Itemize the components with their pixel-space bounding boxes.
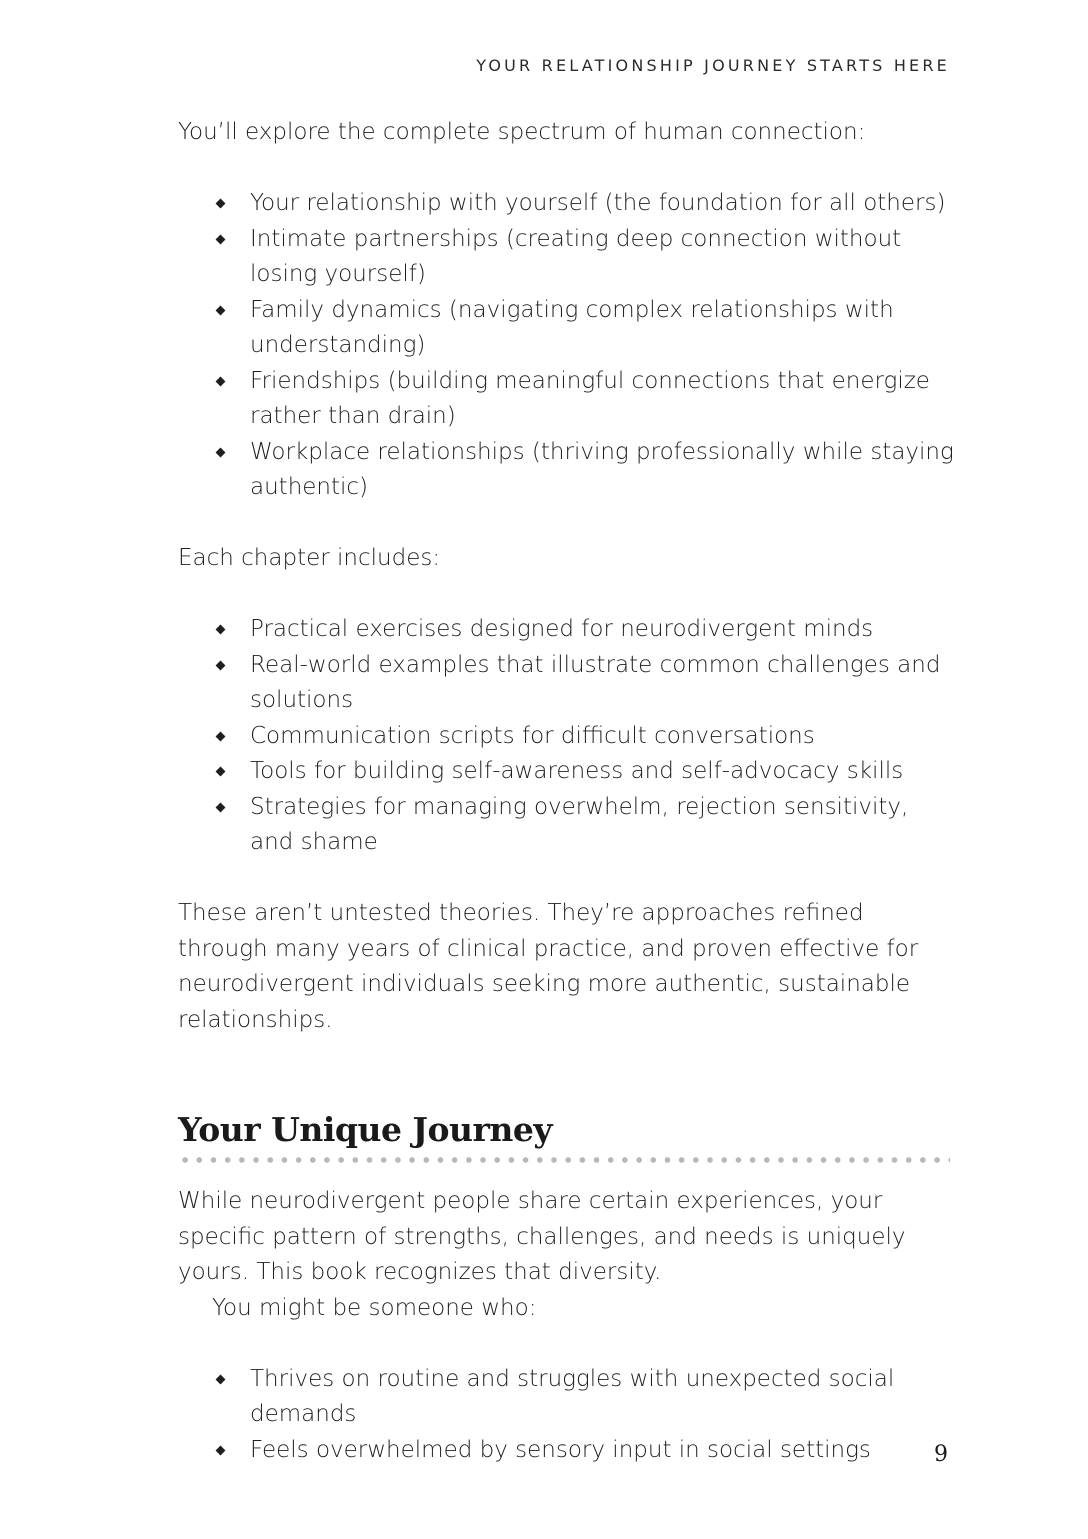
list-item: Practical exercises designed for neurodivergent minds bbox=[250, 612, 958, 648]
list-item: Real-world examples that illustrate common challenges and solutions bbox=[250, 648, 958, 719]
diamond-bullet-icon bbox=[216, 731, 226, 741]
section-heading: Your Unique Journey bbox=[178, 1110, 553, 1149]
approaches-paragraph: These aren’t untested theories. They’re approaches refined through many years of clinical practice, and proven effective for neurodivergent individuals seeking more authentic, sustainable relationships. bbox=[178, 900, 919, 1033]
running-head: YOUR RELATIONSHIP JOURNEY STARTS HERE bbox=[476, 56, 950, 75]
chapter-list bbox=[178, 612, 958, 861]
diamond-bullet-icon bbox=[216, 234, 226, 244]
diamond-bullet-icon bbox=[216, 376, 226, 386]
diamond-bullet-icon bbox=[216, 447, 226, 457]
section-heading-block bbox=[178, 1108, 958, 1164]
list-item: Feels overwhelmed by sensory input in social settings bbox=[250, 1433, 958, 1469]
list-item: Strategies for managing overwhelm, rejection sensitivity, and shame bbox=[250, 790, 958, 861]
list-item: Communication scripts for difficult conversations bbox=[250, 719, 958, 755]
dotted-divider bbox=[178, 1156, 950, 1164]
diamond-bullet-icon bbox=[216, 802, 226, 812]
list-item: Family dynamics (navigating complex relationships with understanding) bbox=[250, 293, 958, 364]
someone-list bbox=[178, 1362, 958, 1469]
diamond-bullet-icon bbox=[216, 1374, 226, 1384]
diamond-bullet-icon bbox=[216, 625, 226, 635]
page-number: 9 bbox=[934, 1442, 948, 1467]
spectrum-list bbox=[178, 186, 958, 506]
diamond-bullet-icon bbox=[216, 199, 226, 209]
diamond-bullet-icon bbox=[216, 305, 226, 315]
list-item: Tools for building self-awareness and self-advocacy skills bbox=[250, 754, 958, 790]
list-item: Intimate partnerships (creating deep connection without losing yourself) bbox=[250, 222, 958, 293]
might-be-line: You might be someone who: bbox=[212, 1294, 537, 1321]
diamond-bullet-icon bbox=[216, 660, 226, 670]
spectrum-intro: You’ll explore the complete spectrum of human connection: bbox=[178, 119, 866, 145]
journey-paragraph: While neurodivergent people share certain experiences, your specific pattern of strengths, challenges, and needs is uniquely yours. This book recognizes that diversity. bbox=[178, 1188, 906, 1285]
diamond-bullet-icon bbox=[216, 1445, 226, 1455]
diamond-bullet-icon bbox=[216, 767, 226, 777]
list-item: Friendships (building meaningful connections that energize rather than drain) bbox=[250, 364, 958, 435]
list-item: Workplace relationships (thriving professionally while staying authentic) bbox=[250, 435, 958, 506]
list-item: Thrives on routine and struggles with unexpected social demands bbox=[250, 1362, 958, 1433]
page-body bbox=[178, 115, 958, 1504]
list-item: Your relationship with yourself (the foundation for all others) bbox=[250, 186, 958, 222]
chapter-intro: Each chapter includes: bbox=[178, 545, 441, 571]
